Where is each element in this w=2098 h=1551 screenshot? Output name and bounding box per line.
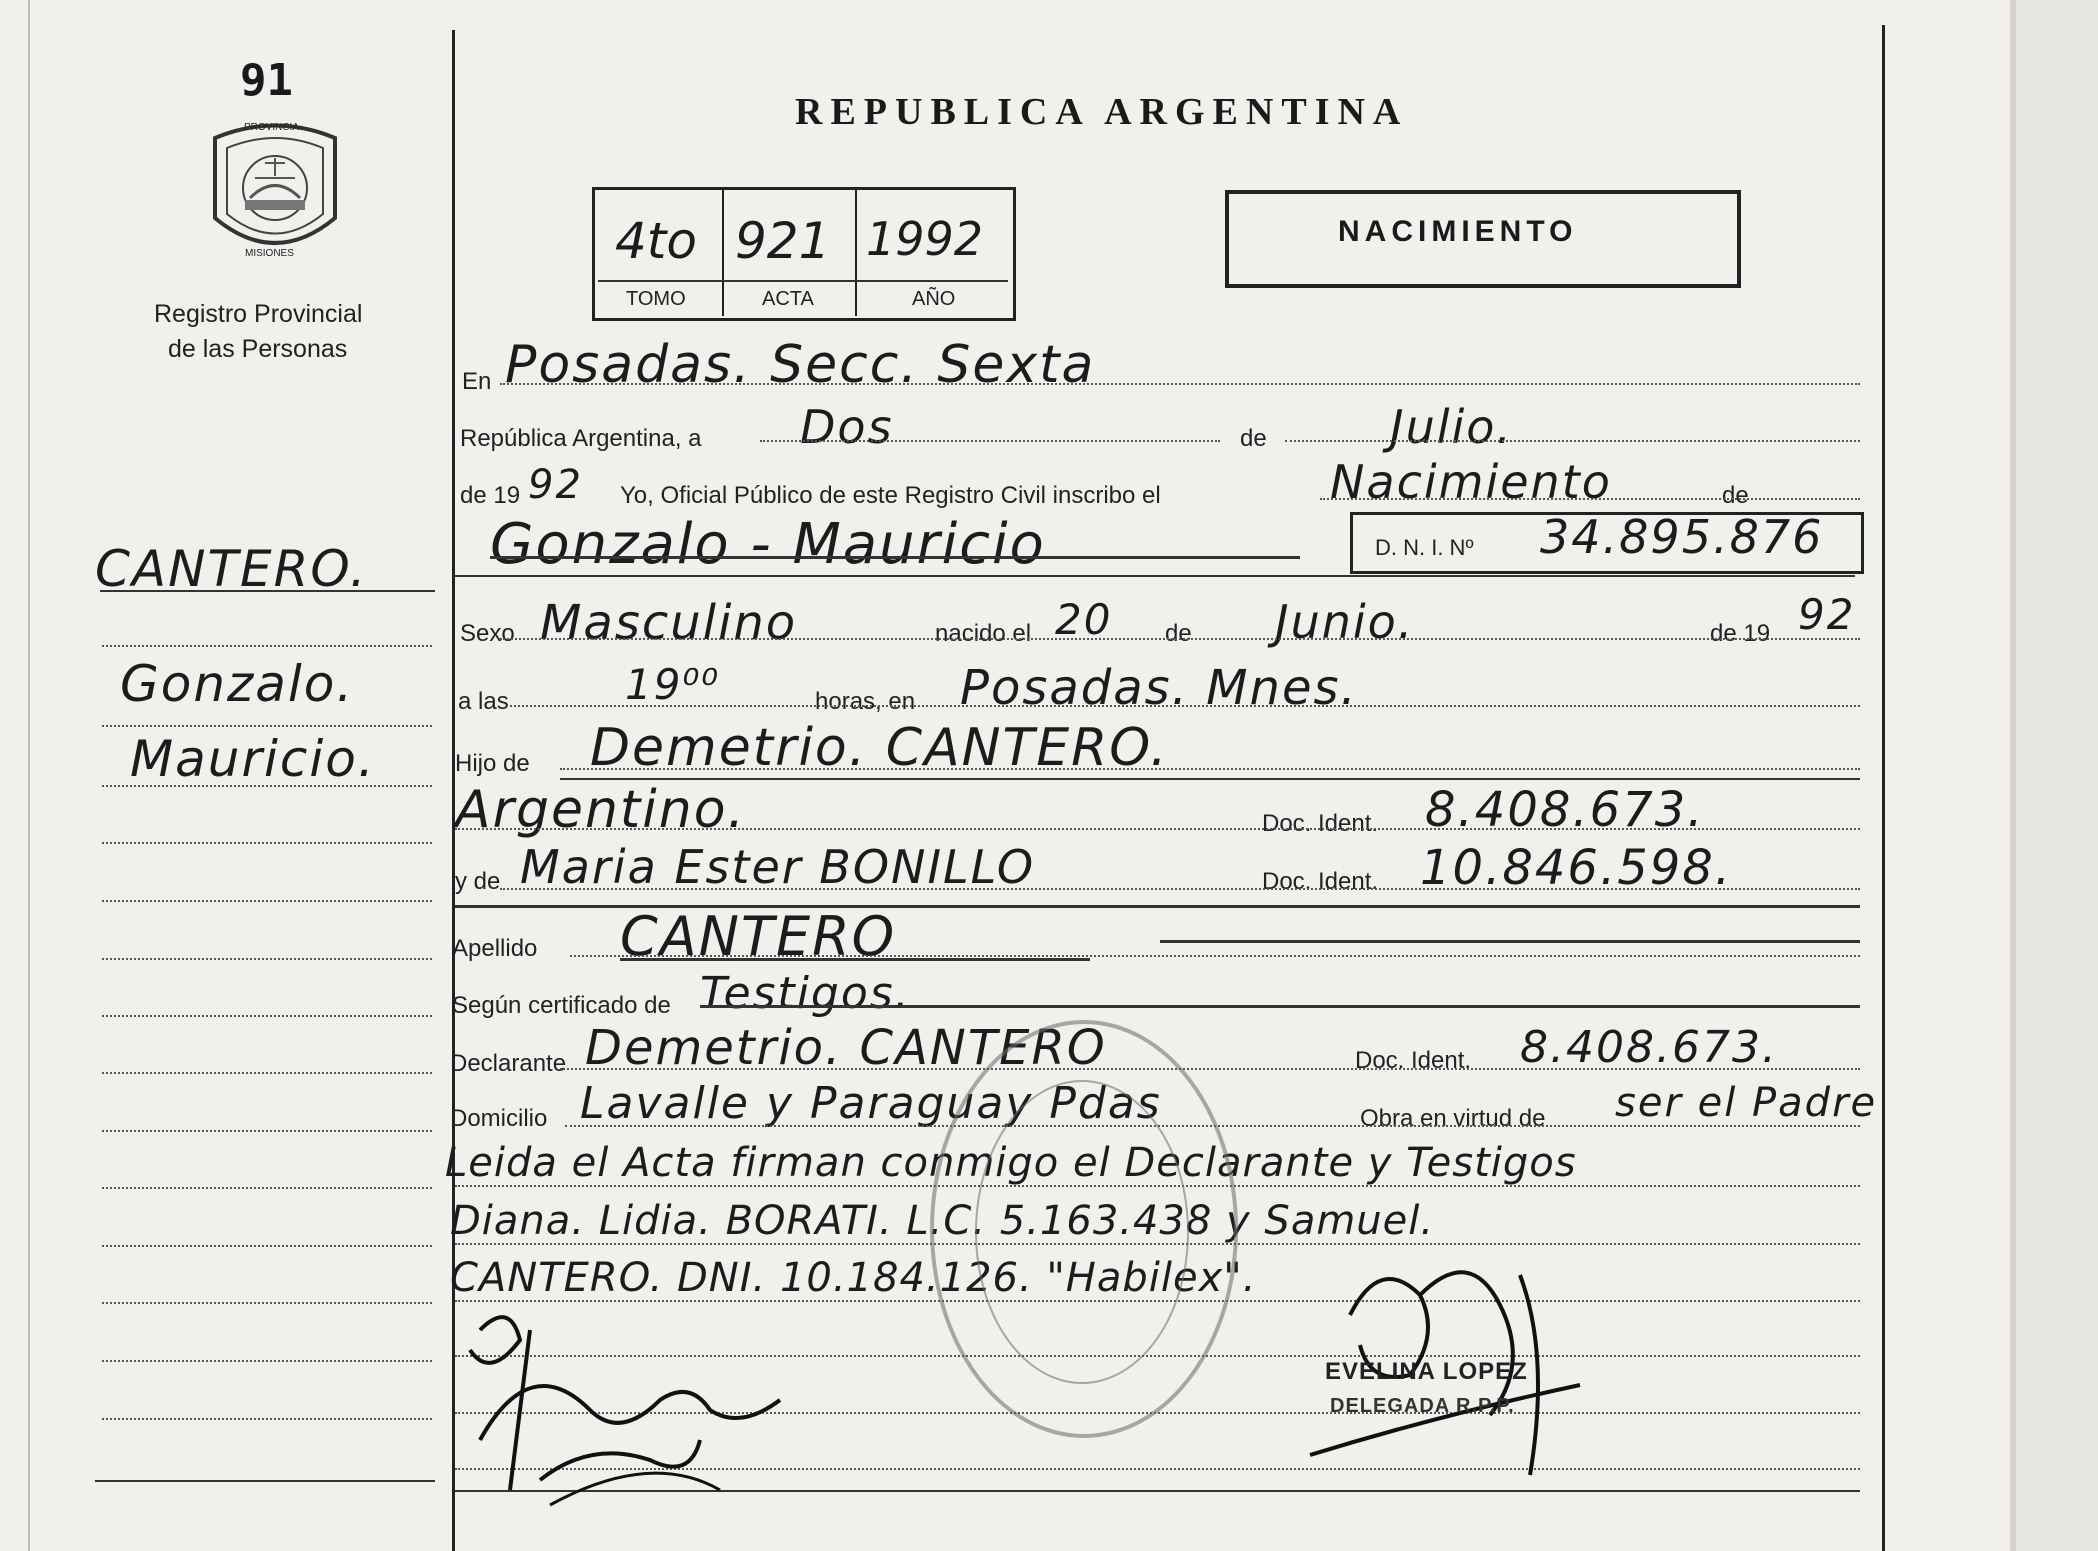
seal-text-bottom: MISIONES [245,248,294,259]
nombre-rule [490,556,1300,559]
declarante-line [560,1068,1860,1070]
madre-value: Maria Ester BONILLO [520,840,1036,894]
seal-text-top: PROVINCIA [244,122,300,133]
republica-label: República Argentina, a [460,425,702,452]
horas-label: horas, en [815,688,916,715]
declarante-value: Demetrio. CANTERO [585,1020,1107,1076]
margin-line [102,958,432,960]
en-value: Posadas. Secc. Sexta [505,335,1096,395]
sexo-line [500,638,1860,640]
oficial-text: Yo, Oficial Público de este Registro Civil inscribo el [620,482,1161,509]
dni-value: 34.895.876 [1540,510,1824,564]
record-divider-2 [855,190,857,316]
en-label: En [462,368,492,395]
padre-rule [560,778,1860,780]
certificado-value: Testigos. [700,968,911,1019]
dia-line [760,440,1220,442]
de-label-3: de [1165,620,1192,647]
acta-label: ACTA [762,288,814,310]
ano-value: 1992 [866,212,984,266]
en-line [500,383,1860,385]
margin-name2: Mauricio. [130,730,376,788]
margin-surname: CANTERO. [95,540,368,598]
official-stamp-line1: EVELINA LOPEZ [1325,1358,1528,1385]
obra-label: Obra en virtud de [1360,1105,1546,1132]
alas-label: a las [458,688,509,715]
registry-name-line2: de las Personas [168,335,348,363]
margin-line [102,1130,432,1132]
record-label-rule [598,280,1008,282]
yde-label: y de [455,868,501,895]
mes-value: Julio. [1390,400,1514,454]
nac-mes: Junio. [1275,595,1415,649]
domicilio-label: Domicilio [450,1105,548,1132]
margin-line [102,842,432,844]
padre-value: Demetrio. CANTERO. [590,718,1169,778]
doc-label-2: Doc. Ident. [1262,868,1379,895]
type-box-label: NACIMIENTO [1338,215,1578,248]
de-label-2: de [1722,482,1749,509]
hora-value: 19⁰⁰ [625,660,721,709]
nac-padre-value: Argentino. [455,780,747,840]
texto-linea-2: Diana. Lidia. BORATI. L.C. 5.163.438 y Samuel. [450,1198,1435,1244]
hora-line [510,705,1860,707]
texto-linea-3: CANTERO. DNI. 10.184.126. "Habilex". [450,1255,1257,1301]
lugar-value: Posadas. Mnes. [960,660,1358,716]
dia-value: Dos [800,400,894,454]
dni-label: D. N. I. Nº [1375,535,1474,560]
padre-line [560,768,1860,770]
sexo-value: Masculino [540,595,798,651]
official-stamp-line2: DELEGADA R.P.P. [1330,1395,1515,1417]
acto-line [1320,498,1860,500]
margin-name1: Gonzalo. [120,655,355,713]
sexo-label: Sexo [460,620,515,647]
sheet-number: 91 [240,55,293,106]
doc-label: Doc. Ident. [1262,810,1379,837]
doc-label-3: Doc. Ident. [1355,1047,1472,1074]
apellido-label: Apellido [452,935,538,962]
doc-padre-line [455,828,1860,830]
de-label: de [1240,425,1267,452]
margin-line [102,1015,432,1017]
apellido-rule [620,958,1090,961]
apellido-value: CANTERO [620,905,897,968]
page-edge [2010,0,2098,1551]
margin-line [102,645,432,647]
doc-madre: 10.846.598. [1420,840,1733,896]
right-border-rule [1882,25,1885,1551]
margin-line [102,1187,432,1189]
declarante-label: Declarante [450,1050,567,1077]
segun-label: Según certificado de [452,992,671,1019]
margin-line [102,785,432,787]
ano-inscripcion-value: 92 [528,462,583,508]
margin-line [102,725,432,727]
nacido-label: nacido el [935,620,1032,647]
tomo-label: TOMO [626,288,686,310]
left-margin-rule [28,0,30,1551]
madre-line [500,888,1860,890]
round-stamp-inner-icon [975,1080,1189,1384]
signature-left-icon [450,1290,830,1510]
record-divider-1 [722,190,724,316]
tomo-value: 4to [615,212,698,270]
seal-icon [205,118,345,268]
doc-padre: 8.408.673. [1425,782,1705,838]
margin-line [102,1360,432,1362]
margin-line [102,1245,432,1247]
obra-value: ser el Padre [1615,1080,1878,1126]
nac-ano: 92 [1798,590,1856,639]
acta-value: 921 [735,212,831,270]
apellido-rule-2 [1160,940,1860,943]
nombre-value: Gonzalo - Mauricio [490,512,1046,577]
mes-line [1285,440,1860,442]
margin-surname-rule [100,590,435,592]
margin-line [102,1418,432,1420]
registry-name-line1: Registro Provincial [154,300,363,328]
document-title: REPUBLICA ARGENTINA [795,91,1409,133]
margin-line [102,900,432,902]
de19-label: de 19 [460,482,521,509]
domicilio-value: Lavalle y Paraguay Pdas [580,1078,1162,1129]
nac-dia: 20 [1055,595,1113,644]
certificado-rule [700,1005,1860,1008]
margin-bottom-rule [95,1480,435,1482]
margin-line [102,1072,432,1074]
margin-line [102,1302,432,1304]
texto-linea-1: Leida el Acta firman conmigo el Declarante y Testigos [445,1140,1577,1186]
doc-declarante: 8.408.673. [1520,1022,1778,1073]
de19-label-2: de 19 [1710,620,1771,647]
ano-label: AÑO [912,288,956,310]
acto-value: Nacimiento [1330,455,1612,509]
hijo-label: Hijo de [455,750,530,777]
apellido-line [570,955,1860,957]
